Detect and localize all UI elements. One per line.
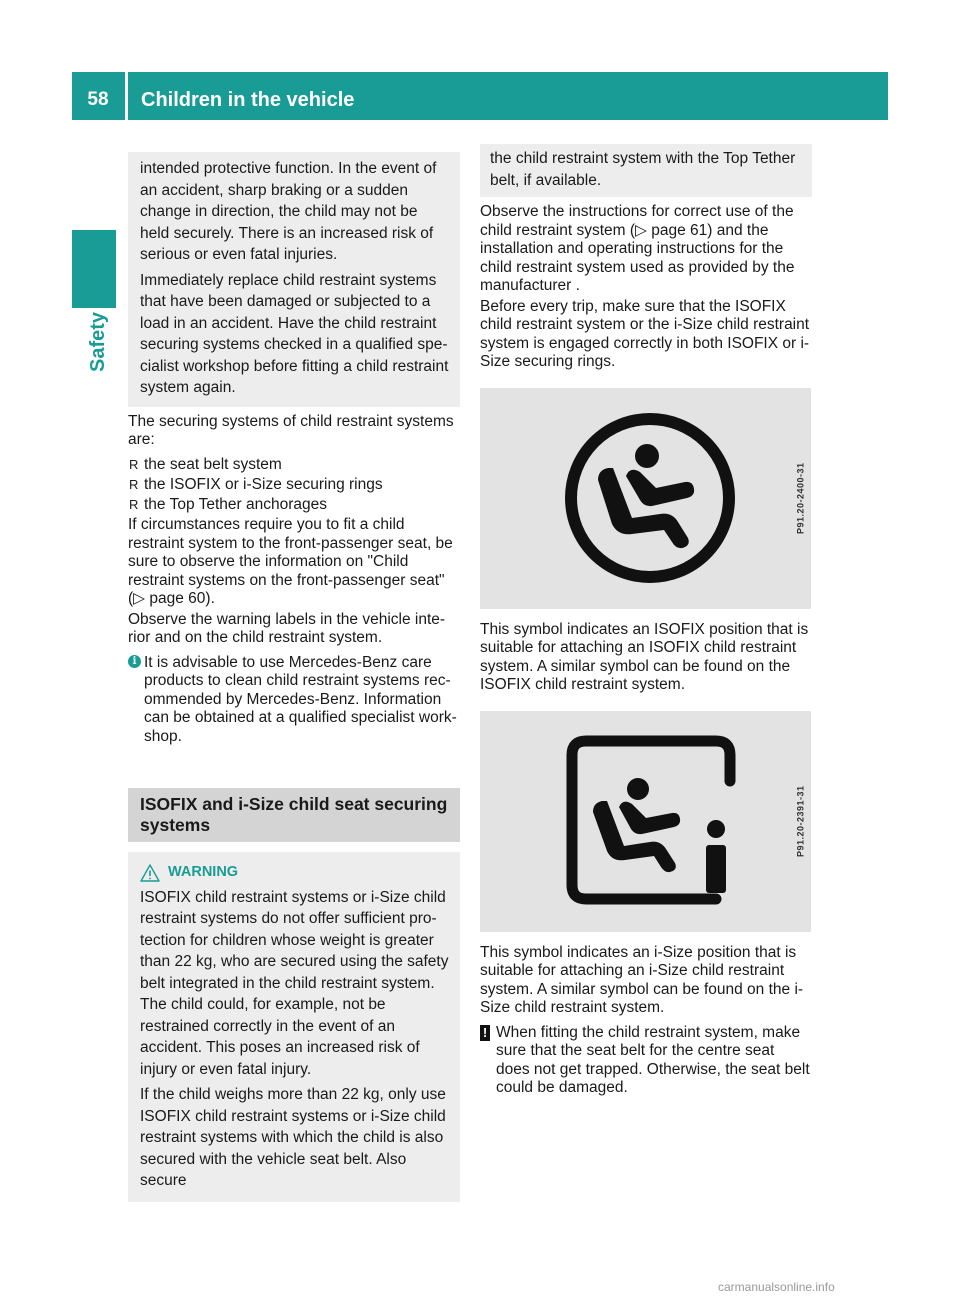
section-tab-marker: [72, 230, 116, 308]
i-size-figure: [480, 711, 811, 932]
info-icon: i: [128, 655, 141, 668]
warning-end-paragraph: the child restraint system with the Top Tether belt, if available.: [490, 150, 796, 189]
left-column: [128, 152, 460, 1202]
instructions-paragraph: Observe the instructions for correct use of the child restraint system (▷ page 61) and the installation and operating instructions for the child restraint system used as provided by the manufacturer .: [480, 203, 795, 294]
isofix-child-seat-symbol-icon: [480, 388, 811, 609]
isofix-caption: This symbol indicates an ISOFIX position that is suitable for attaching an ISOFIX child restraint system. A similar symbol can be found on the ISOFIX child restraint system.: [480, 620, 809, 693]
i-size-child-seat-symbol-icon: [480, 711, 811, 932]
warning-continuation-paragraph: Immediately replace child restraint systems that have been damaged or subjected to a load in an accident. Have the child restraint securing systems checked in a qualified spe-cialist workshop before fitting a child restraint system again.: [140, 271, 449, 396]
figure-code: P91.20-2400-31: [795, 462, 806, 534]
securing-systems-list: [128, 456, 460, 515]
warning-end-box: [480, 144, 812, 197]
section-tab-label: Safety: [87, 311, 109, 372]
list-item: [128, 456, 460, 475]
securing-systems-intro: The securing systems of child restraint systems are:: [128, 412, 454, 448]
right-column: [480, 152, 812, 1098]
warning-header: [140, 862, 450, 884]
watermark: carmanualsonline.info: [718, 1280, 835, 1294]
info-note-text: It is advisable to use Mercedes-Benz care products to clean child restraint systems rec-ommended by Mercedes-Benz. Information can be obtained at a qualified specialist work-shop.: [144, 653, 457, 745]
exclamation-icon: !: [480, 1025, 490, 1041]
i-size-caption: This symbol indicates an i-Size position that is suitable for attaching an i-Size child restraint system. A similar symbol can be found on the i-Size child restraint system.: [480, 943, 804, 1016]
warning-continuation-paragraph: intended protective function. In the event of an accident, sharp braking or a sudden change in direction, the child may not be held securely. There is an increased risk of serious or even fatal injuries.: [140, 160, 437, 263]
warning-triangle-icon: [140, 864, 160, 882]
before-trip-paragraph: Before every trip, make sure that the ISOFIX child restraint system or the i-Size child restraint system is engaged correctly in both ISOFIX or i-Size securing rings.: [480, 297, 810, 370]
list-item-text: the ISOFIX or i-Size securing rings: [144, 475, 383, 493]
warning-labels-paragraph: Observe the warning labels in the vehicle inte-rior and on the child restraint system.: [128, 610, 446, 646]
list-item-text: the seat belt system: [144, 455, 282, 473]
front-passenger-paragraph: If circumstances require you to fit a child restraint system to the front-passenger seat, be sure to observe the information on "Child restraint systems on the front-passenger seat" (▷ page 60).: [128, 516, 453, 607]
list-item-text: the Top Tether anchorages: [144, 495, 327, 513]
list-item: [128, 476, 460, 495]
warning-paragraph: ISOFIX child restraint systems or i-Size child restraint systems do not offer sufficient pro-tection for children whose weight is greater than 22 kg, who are secured using the safety belt integrated in the child restraint system. The child could, for example, not be restrained correctly in the event of an accident. This poses an increased risk of injury or even fatal injury.: [140, 888, 449, 1078]
isofix-figure: [480, 388, 811, 609]
warning-box: [128, 852, 460, 1202]
info-note: [128, 654, 460, 747]
figure-code: P91.20-2391-31: [795, 785, 806, 857]
chapter-title: Children in the vehicle: [141, 89, 355, 111]
bullet-icon: R: [129, 456, 139, 472]
bullet-icon: R: [129, 496, 139, 512]
header-divider: [125, 72, 128, 120]
warning-continuation-box: [128, 152, 460, 407]
caution-note-text: When fitting the child restraint system, make sure that the seat belt for the centre seat does not get trapped. Otherwise, the seat belt could be damaged.: [496, 1023, 810, 1096]
caution-note: [480, 1024, 812, 1098]
list-item: [128, 496, 460, 515]
warning-title: WARNING: [168, 864, 239, 880]
warning-paragraph: If the child weighs more than 22 kg, only use ISOFIX child restraint systems or i-Size child restraint systems with which the child is also secured with the vehicle seat belt. Also secure: [140, 1086, 446, 1189]
page-number: 58: [87, 89, 109, 110]
bullet-icon: R: [129, 476, 139, 492]
section-heading: ISOFIX and i-Size child seat securing systems: [128, 788, 460, 842]
